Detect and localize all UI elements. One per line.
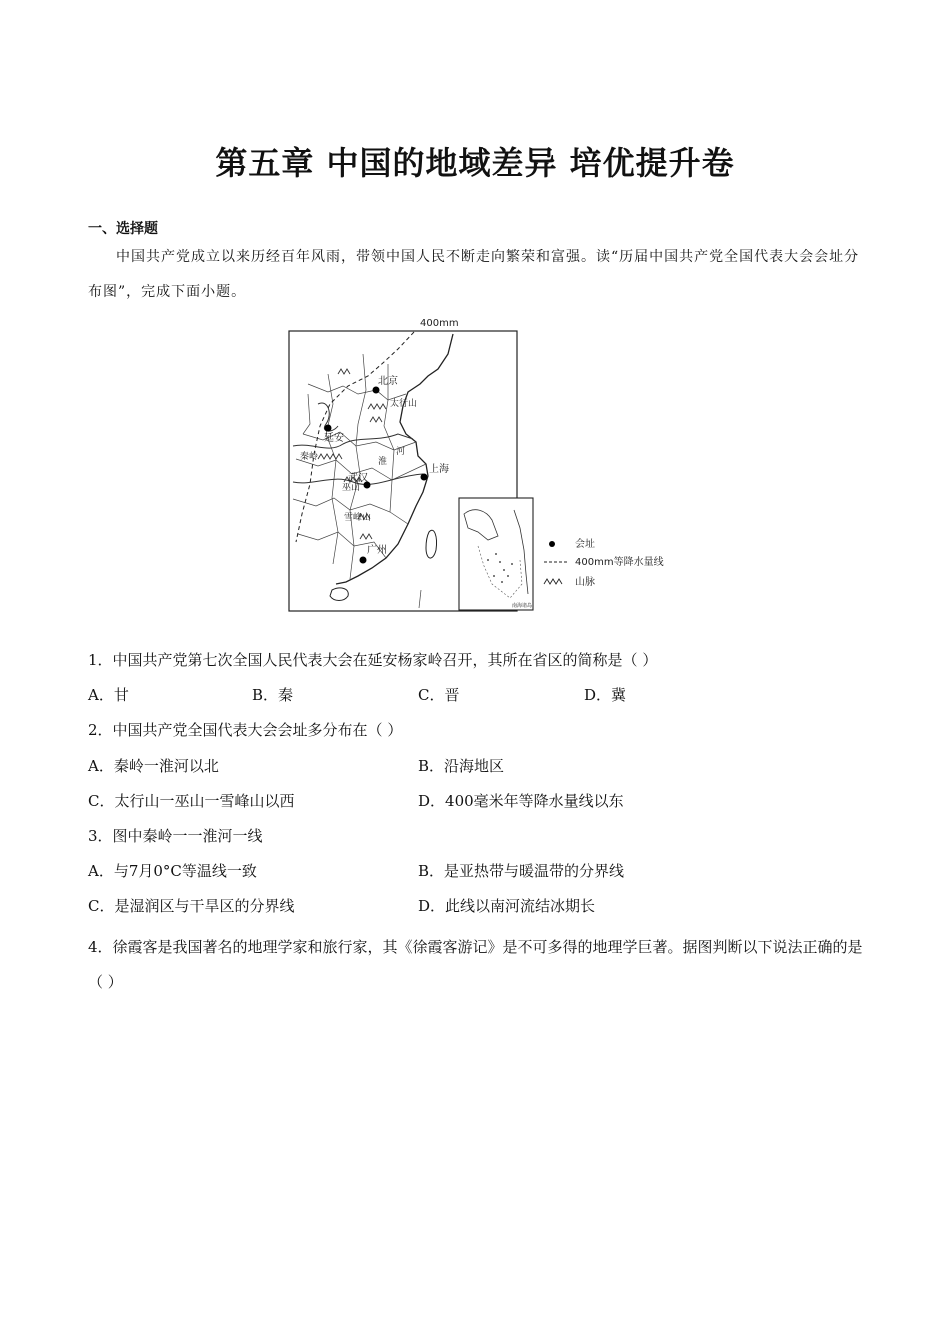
label-river-huai: 淮 [378, 457, 388, 467]
label-wuhan: 武汉 [348, 473, 368, 484]
q1-option-d[interactable]: D．冀 [584, 686, 627, 704]
question-3-stem: 3．图中秦岭一一淮河一线 [88, 827, 263, 845]
south-china-sea-inset [459, 498, 533, 610]
site-shanghai-dot [421, 474, 428, 481]
site-guangzhou-dot [360, 557, 367, 564]
section-heading: 一、选择题 [88, 221, 158, 237]
label-wushan: 巫山 [342, 483, 361, 493]
question-1-stem: 1．中国共产党第七次全国人民代表大会在延安杨家岭召开，其所在省区的简称是（ ） [88, 651, 658, 669]
question-2-stem: 2．中国共产党全国代表大会会址多分布在（ ） [88, 721, 403, 739]
legend-site-label: 会址 [575, 539, 595, 550]
q2-option-c[interactable]: C．太行山一巫山一雪峰山以西 [88, 792, 295, 810]
map-legend [544, 537, 664, 588]
q3-option-b[interactable]: B．是亚热带与暖温带的分界线 [418, 862, 625, 880]
q2-option-a[interactable]: A．秦岭一淮河以北 [88, 757, 219, 775]
q3-option-c[interactable]: C．是湿润区与干旱区的分界线 [88, 897, 295, 915]
label-xuefeng: 雪峰山 [344, 513, 372, 523]
legend-site-symbol [549, 541, 555, 547]
label-guangzhou: 广州 [367, 545, 387, 556]
page-title: 第五章 中国的地域差异 培优提升卷 [215, 144, 735, 182]
map-svg [288, 314, 673, 614]
intro-paragraph: 中国共产党成立以来历经百年风雨，带领中国人民不断走向繁荣和富强。读“历届中国共产党全国代表大会会址分布图”，完成下面小题。 [88, 249, 860, 300]
q1-option-a[interactable]: A．甘 [88, 686, 129, 704]
q1-option-b[interactable]: B．秦 [252, 686, 294, 704]
site-yanan-dot [325, 425, 332, 432]
q1-option-c[interactable]: C．晋 [418, 686, 460, 704]
label-qinling: 秦岭 [300, 452, 319, 462]
label-yanan: 延安 [324, 433, 344, 444]
question-4-stem: 4．徐霞客是我国著名的地理学家和旅行家，其《徐霞客游记》是不可多得的地理学巨著。据图判断以下说法正确的是（ ） [88, 938, 863, 991]
q3-option-d[interactable]: D．此线以南河流结冰期长 [418, 897, 596, 915]
label-taihang: 太行山 [390, 399, 418, 409]
legend-mountain-symbol [544, 579, 562, 584]
label-beijing: 北京 [378, 376, 398, 387]
site-beijing-dot [373, 387, 380, 394]
label-river-he: 河 [396, 447, 406, 457]
legend-mountain-label: 山脉 [575, 577, 595, 588]
congress-sites-map [288, 314, 673, 614]
label-shanghai: 上海 [429, 464, 449, 475]
isohyet-top-label: 400mm [420, 318, 459, 329]
q2-option-b[interactable]: B．沿海地区 [418, 757, 505, 775]
q3-option-a[interactable]: A．与7月0°C等温线一致 [88, 862, 257, 880]
legend-isohyet-label: 400mm等降水量线 [575, 557, 664, 568]
q2-option-d[interactable]: D．400毫米年等降水量线以东 [418, 792, 624, 810]
inset-label: 南海诸岛 [512, 603, 533, 609]
